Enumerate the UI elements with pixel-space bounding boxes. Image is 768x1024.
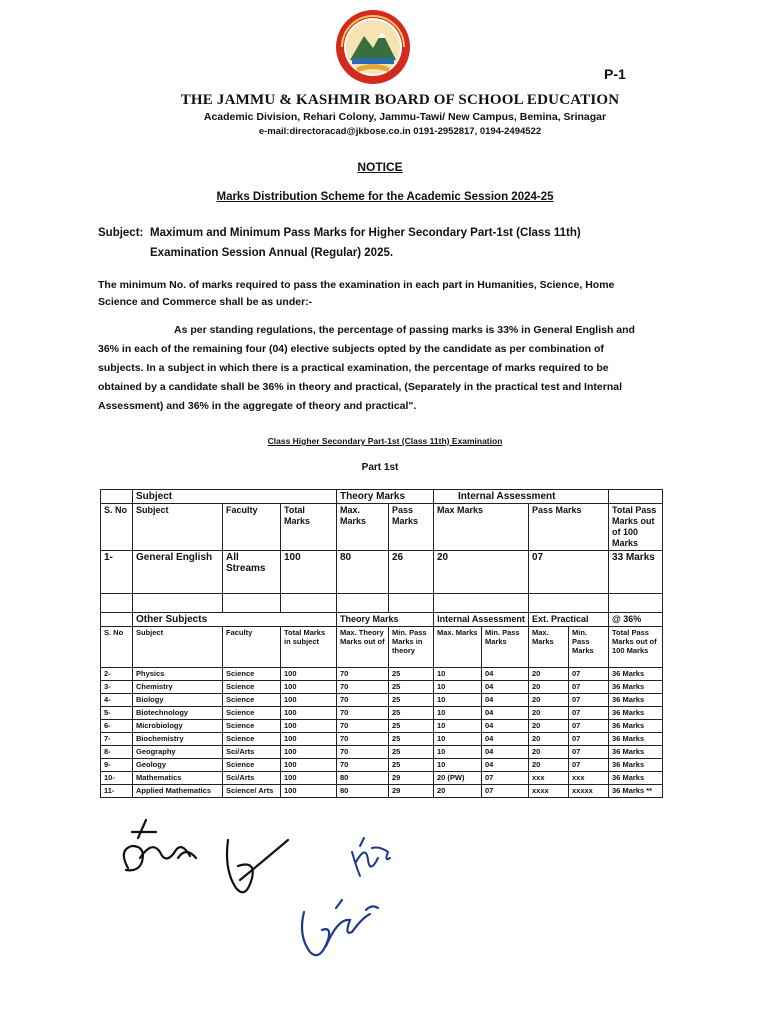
cell-pr-max: 20 xyxy=(529,733,569,746)
cell-faculty: Science xyxy=(223,759,281,772)
cell-pr-max: 20 xyxy=(529,681,569,694)
cell-theory-max: 70 xyxy=(337,668,389,681)
cell-ia-min: 04 xyxy=(482,707,529,720)
table2-header-row xyxy=(101,627,663,668)
cell-ia-max: 10 xyxy=(434,733,482,746)
cell-ia-min: 07 xyxy=(482,772,529,785)
cell-ia-min: 07 xyxy=(482,785,529,798)
cell-faculty: Science xyxy=(223,720,281,733)
cell-sno: 8- xyxy=(101,746,133,759)
cell-total: 100 xyxy=(281,668,337,681)
cell-total-pass: 36 Marks xyxy=(609,720,663,733)
cell-total: 100 xyxy=(281,746,337,759)
cell-pr-max: 20 xyxy=(529,720,569,733)
cell-faculty: Sci/Arts xyxy=(223,772,281,785)
cell-pr-min: 07 xyxy=(569,668,609,681)
cell-ia-min: 04 xyxy=(482,759,529,772)
cell-ia-min: 04 xyxy=(482,746,529,759)
group-subject: Subject xyxy=(133,490,337,504)
cell-pr-max: xxx xyxy=(529,772,569,785)
signature-2 xyxy=(227,840,288,892)
table-row xyxy=(101,668,663,681)
jkbose-logo xyxy=(334,8,412,86)
cell-ia-max: 10 xyxy=(434,668,482,681)
cell-subject: Applied Mathematics xyxy=(133,785,223,798)
cell-faculty: Science xyxy=(223,668,281,681)
cell-sno: 4- xyxy=(101,694,133,707)
table-row xyxy=(101,720,663,733)
table-row xyxy=(101,707,663,720)
cell-subject: General English xyxy=(133,551,223,594)
scheme-title: Marks Distribution Scheme for the Academic Session 2024-25 xyxy=(216,191,554,203)
cell-ia-min: 04 xyxy=(482,733,529,746)
cell-sno: 3- xyxy=(101,681,133,694)
cell-theory-max: 70 xyxy=(337,759,389,772)
group-practical: Ext. Practical xyxy=(529,613,609,627)
table-row xyxy=(101,694,663,707)
cell-theory-max: 80 xyxy=(337,772,389,785)
cell-total-pass: 36 Marks xyxy=(609,694,663,707)
cell-ia-max: 10 xyxy=(434,746,482,759)
cell-sno: 1- xyxy=(101,551,133,594)
cell-total-pass: 36 Marks ** xyxy=(609,785,663,798)
cell-sno: 9- xyxy=(101,759,133,772)
cell-total: 100 xyxy=(281,720,337,733)
header-max: Max. Marks xyxy=(337,504,389,551)
cell-subject: Physics xyxy=(133,668,223,681)
subject-label: Subject: xyxy=(98,227,144,239)
table-row xyxy=(101,551,663,594)
cell-theory-max: 70 xyxy=(337,746,389,759)
cell-ia-min: 04 xyxy=(482,668,529,681)
signature-4 xyxy=(302,900,378,955)
cell-theory-max: 70 xyxy=(337,707,389,720)
cell-ia-min: 04 xyxy=(482,681,529,694)
header-theory-min: Min. Pass Marks in theory xyxy=(389,627,434,668)
cell-pr-min: xxxxx xyxy=(569,785,609,798)
group-theory-2: Theory Marks xyxy=(337,613,434,627)
table-row xyxy=(101,733,663,746)
header-total: Total Marks in subject xyxy=(281,627,337,668)
cell-pr-min: 07 xyxy=(569,759,609,772)
cell-faculty: Science xyxy=(223,694,281,707)
cell-pr-min: xxx xyxy=(569,772,609,785)
subject-line-1: Maximum and Minimum Pass Marks for Higher Secondary Part-1st (Class 11th) xyxy=(150,227,581,239)
table1-group-row xyxy=(101,490,663,504)
intro-paragraph: The minimum No. of marks required to pass the examination in each part in Humanities, Science, Home Science and Commerce shall be as under:- xyxy=(98,279,615,308)
exam-title: Class Higher Secondary Part-1st (Class 11th) Examination xyxy=(267,436,503,446)
cell-total-pass: 36 Marks xyxy=(609,746,663,759)
table1-header-row xyxy=(101,504,663,551)
cell-pr-max: 20 xyxy=(529,759,569,772)
signature-1 xyxy=(124,820,196,870)
cell-subject: Biochemistry xyxy=(133,733,223,746)
header-ia-max: Max Marks xyxy=(434,504,529,551)
signature-3 xyxy=(352,838,390,876)
subject-line-2: Examination Session Annual (Regular) 2025. xyxy=(150,247,394,259)
header-faculty: Faculty xyxy=(223,627,281,668)
cell-subject: Biotechnology xyxy=(133,707,223,720)
marks-table xyxy=(100,489,663,798)
header-total-pass: Total Pass Marks out of 100 Marks xyxy=(609,504,663,551)
cell-pr-min: 07 xyxy=(569,720,609,733)
cell-ia-max: 20 xyxy=(434,551,529,594)
table2-group-row xyxy=(101,613,663,627)
cell-subject: Mathematics xyxy=(133,772,223,785)
cell-theory-max: 70 xyxy=(337,681,389,694)
cell-subject: Geology xyxy=(133,759,223,772)
header-ia-min: Min. Pass Marks xyxy=(482,627,529,668)
cell-sno: 5- xyxy=(101,707,133,720)
cell-pr-min: 07 xyxy=(569,707,609,720)
subject-block xyxy=(98,223,658,263)
cell-total-pass: 36 Marks xyxy=(609,759,663,772)
cell-faculty: Science xyxy=(223,733,281,746)
cell-sno: 11- xyxy=(101,785,133,798)
board-name: THE JAMMU & KASHMIR BOARD OF SCHOOL EDUCATION xyxy=(180,92,620,108)
cell-pr-max: xxxx xyxy=(529,785,569,798)
group-percentage: @ 36% xyxy=(609,613,663,627)
cell-theory-min: 25 xyxy=(389,707,434,720)
cell-theory-min: 29 xyxy=(389,772,434,785)
cell-total: 100 xyxy=(281,733,337,746)
header-pass: Pass Marks xyxy=(389,504,434,551)
cell-pr-max: 20 xyxy=(529,707,569,720)
header-total: Total Marks xyxy=(281,504,337,551)
cell-ia-max: 20 (PW) xyxy=(434,772,482,785)
header-sno: S. No xyxy=(101,627,133,668)
cell-subject: Geography xyxy=(133,746,223,759)
cell-ia-max: 10 xyxy=(434,720,482,733)
cell-pr-max: 20 xyxy=(529,694,569,707)
cell-max: 80 xyxy=(337,551,389,594)
header-subject: Subject xyxy=(133,504,223,551)
group-internal-2: Internal Assessment xyxy=(434,613,529,627)
cell-pr-min: 07 xyxy=(569,733,609,746)
cell-pr-max: 20 xyxy=(529,668,569,681)
cell-ia-max: 10 xyxy=(434,681,482,694)
cell-ia-max: 10 xyxy=(434,694,482,707)
cell-subject: Chemistry xyxy=(133,681,223,694)
cell-pr-min: 07 xyxy=(569,681,609,694)
header-theory-max: Max. Theory Marks out of xyxy=(337,627,389,668)
cell-total-pass: 36 Marks xyxy=(609,668,663,681)
cell-total-pass: 36 Marks xyxy=(609,772,663,785)
cell-theory-min: 25 xyxy=(389,681,434,694)
cell-ia-max: 10 xyxy=(434,759,482,772)
group-other-subjects: Other Subjects xyxy=(133,613,337,627)
cell-ia-max: 10 xyxy=(434,707,482,720)
cell-subject: Microbiology xyxy=(133,720,223,733)
table-row xyxy=(101,785,663,798)
group-internal: Internal Assessment xyxy=(434,490,609,504)
table-row xyxy=(101,772,663,785)
cell-theory-min: 25 xyxy=(389,694,434,707)
cell-faculty: All Streams xyxy=(223,551,281,594)
cell-total: 100 xyxy=(281,759,337,772)
cell-total: 100 xyxy=(281,681,337,694)
cell-ia-min: 04 xyxy=(482,694,529,707)
cell-ia-max: 20 xyxy=(434,785,482,798)
cell-total: 100 xyxy=(281,694,337,707)
cell-faculty: Sci/Arts xyxy=(223,746,281,759)
table-row xyxy=(101,759,663,772)
cell-total-pass: 36 Marks xyxy=(609,681,663,694)
cell-sno: 2- xyxy=(101,668,133,681)
cell-sno: 6- xyxy=(101,720,133,733)
cell-faculty: Science xyxy=(223,707,281,720)
cell-total: 100 xyxy=(281,707,337,720)
cell-theory-max: 70 xyxy=(337,720,389,733)
header-faculty: Faculty xyxy=(223,504,281,551)
cell-theory-min: 29 xyxy=(389,785,434,798)
header-pr-min: Min. Pass Marks xyxy=(569,627,609,668)
cell-total: 100 xyxy=(281,772,337,785)
cell-subject: Biology xyxy=(133,694,223,707)
header-pr-max: Max. Marks xyxy=(529,627,569,668)
regulations-paragraph: As per standing regulations, the percentage of passing marks is 33% in General English and 36% in each of the remaining four (04) elective subjects opted by the candidate as per combination of subjects. In a subject in which there is a practical examination, the percentage of marks required to be obtained by a candidate shall be 36% in theory and practical, (Separately in the practical test and Internal Assessment) and 36% in the aggregate of theory and practical". xyxy=(98,324,635,412)
cell-sno: 7- xyxy=(101,733,133,746)
group-theory: Theory Marks xyxy=(337,490,434,504)
table-spacer-row xyxy=(101,594,663,613)
header-ia-max: Max. Marks xyxy=(434,627,482,668)
notice-title: NOTICE xyxy=(357,160,403,174)
cell-faculty: Science/ Arts xyxy=(223,785,281,798)
board-contact: e-mail:directoracad@jkbose.co.in 0191-2952817, 0194-2494522 xyxy=(258,126,542,137)
header-sno: S. No xyxy=(101,504,133,551)
cell-total: 100 xyxy=(281,551,337,594)
cell-theory-max: 70 xyxy=(337,733,389,746)
cell-total: 100 xyxy=(281,785,337,798)
cell-theory-min: 25 xyxy=(389,759,434,772)
table-row xyxy=(101,746,663,759)
cell-theory-min: 25 xyxy=(389,668,434,681)
cell-sno: 10- xyxy=(101,772,133,785)
header-ia-pass: Pass Marks xyxy=(529,504,609,551)
cell-theory-max: 80 xyxy=(337,785,389,798)
cell-ia-pass: 07 xyxy=(529,551,609,594)
cell-total-pass: 36 Marks xyxy=(609,733,663,746)
cell-ia-min: 04 xyxy=(482,720,529,733)
cell-pass: 26 xyxy=(389,551,434,594)
cell-theory-min: 25 xyxy=(389,720,434,733)
header-total-pass: Total Pass Marks out of 100 Marks xyxy=(609,627,663,668)
cell-pr-min: 07 xyxy=(569,746,609,759)
cell-total-pass: 36 Marks xyxy=(609,707,663,720)
header-subject: Subject xyxy=(133,627,223,668)
board-address: Academic Division, Rehari Colony, Jammu-Tawi/ New Campus, Bemina, Srinagar xyxy=(203,111,607,123)
cell-theory-min: 25 xyxy=(389,746,434,759)
cell-theory-min: 25 xyxy=(389,733,434,746)
table-row xyxy=(101,681,663,694)
cell-theory-max: 70 xyxy=(337,694,389,707)
cell-pr-max: 20 xyxy=(529,746,569,759)
cell-faculty: Science xyxy=(223,681,281,694)
page-number: P-1 xyxy=(604,66,626,82)
part-title: Part 1st xyxy=(361,462,399,473)
cell-pr-min: 07 xyxy=(569,694,609,707)
cell-total-pass: 33 Marks xyxy=(609,551,663,594)
